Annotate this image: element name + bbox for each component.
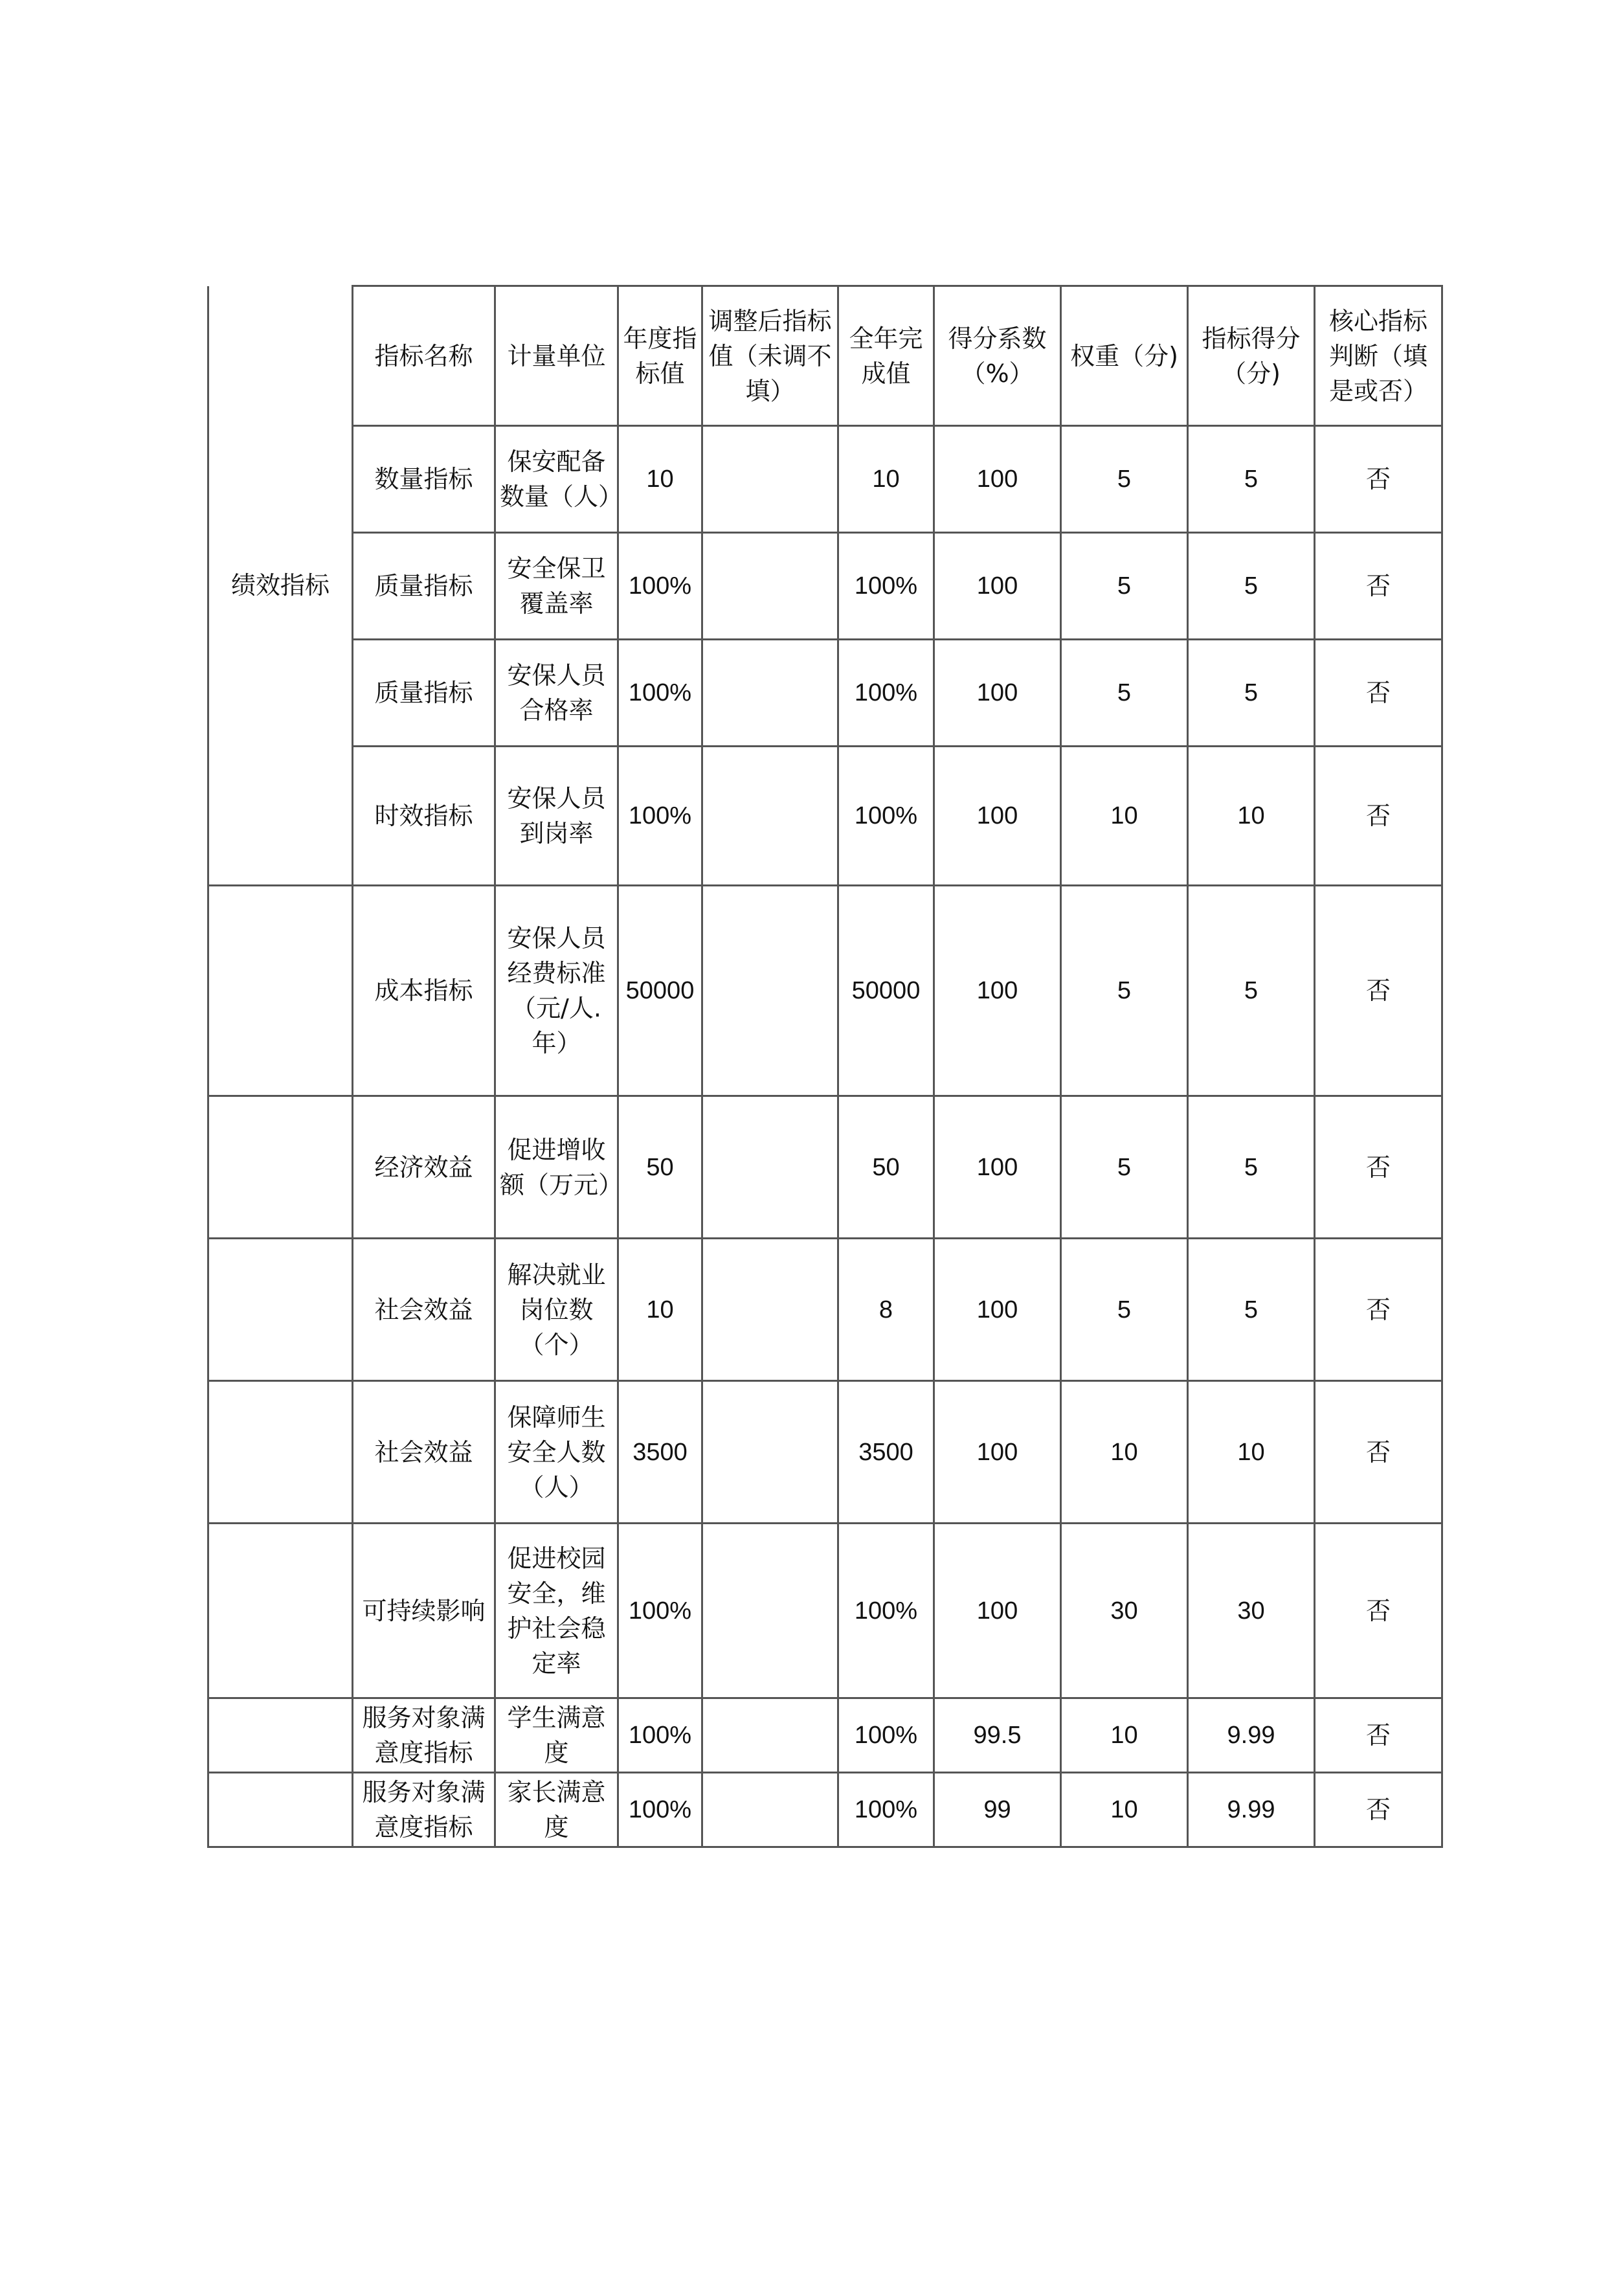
actual-cell: 10	[838, 426, 934, 533]
table-row	[208, 426, 1442, 533]
target-cell: 100%	[618, 747, 702, 886]
coef-cell: 100	[934, 1096, 1061, 1239]
coef-cell: 100	[934, 533, 1061, 640]
unit-cell: 学生满意度	[495, 1698, 618, 1773]
weight-cell: 5	[1061, 640, 1188, 747]
actual-cell: 3500	[838, 1381, 934, 1524]
unit-cell: 安保人员合格率	[495, 640, 618, 747]
adjusted-cell	[702, 533, 838, 640]
table-row	[208, 1239, 1442, 1381]
target-cell: 10	[618, 426, 702, 533]
target-cell: 3500	[618, 1381, 702, 1524]
score-cell: 5	[1188, 640, 1315, 747]
actual-cell: 100%	[838, 533, 934, 640]
target-cell: 50	[618, 1096, 702, 1239]
score-cell: 10	[1188, 1381, 1315, 1524]
table-row	[208, 533, 1442, 640]
coef-cell: 100	[934, 1381, 1061, 1524]
actual-cell: 100%	[838, 1773, 934, 1847]
coef-cell: 100	[934, 426, 1061, 533]
unit-cell: 安保人员经费标准（元/人.年）	[495, 886, 618, 1096]
core-cell: 否	[1315, 426, 1442, 533]
score-cell: 5	[1188, 1096, 1315, 1239]
core-cell: 否	[1315, 1524, 1442, 1698]
table-row	[208, 1524, 1442, 1698]
target-cell: 100%	[618, 533, 702, 640]
coef-cell: 99	[934, 1773, 1061, 1847]
table-row	[208, 1381, 1442, 1524]
adjusted-cell	[702, 1773, 838, 1847]
target-cell: 100%	[618, 1698, 702, 1773]
score-cell: 5	[1188, 533, 1315, 640]
indicator-name: 成本指标	[353, 886, 495, 1096]
table-row	[208, 886, 1442, 1096]
core-cell: 否	[1315, 533, 1442, 640]
adjusted-cell	[702, 1698, 838, 1773]
weight-cell: 10	[1061, 1381, 1188, 1524]
target-cell: 10	[618, 1239, 702, 1381]
core-cell: 否	[1315, 886, 1442, 1096]
table-row	[208, 640, 1442, 747]
category-cell	[208, 886, 353, 1096]
header-adjusted-target: 调整后指标值（未调不填）	[702, 286, 838, 426]
score-cell: 30	[1188, 1524, 1315, 1698]
unit-cell: 保障师生安全人数（人）	[495, 1381, 618, 1524]
header-weight: 权重（分)	[1061, 286, 1188, 426]
unit-cell: 安保人员到岗率	[495, 747, 618, 886]
target-cell: 100%	[618, 1524, 702, 1698]
score-cell: 10	[1188, 747, 1315, 886]
weight-cell: 5	[1061, 426, 1188, 533]
category-cell	[208, 1239, 353, 1381]
unit-cell: 安全保卫覆盖率	[495, 533, 618, 640]
core-cell: 否	[1315, 1239, 1442, 1381]
core-cell: 否	[1315, 1381, 1442, 1524]
indicator-name: 社会效益	[353, 1381, 495, 1524]
category-cell	[208, 1524, 353, 1698]
header-actual: 全年完成值	[838, 286, 934, 426]
indicator-name: 服务对象满意度指标	[353, 1698, 495, 1773]
coef-cell: 100	[934, 640, 1061, 747]
coef-cell: 100	[934, 1524, 1061, 1698]
unit-cell: 解决就业岗位数（个）	[495, 1239, 618, 1381]
core-cell: 否	[1315, 640, 1442, 747]
target-cell: 50000	[618, 886, 702, 1096]
performance-table-page	[207, 285, 1441, 1839]
unit-cell: 保安配备数量（人）	[495, 426, 618, 533]
header-annual-target: 年度指标值	[618, 286, 702, 426]
table-header-row	[208, 286, 1442, 426]
actual-cell: 100%	[838, 1698, 934, 1773]
coef-cell: 100	[934, 1239, 1061, 1381]
adjusted-cell	[702, 1096, 838, 1239]
category-cell	[208, 1096, 353, 1239]
actual-cell: 100%	[838, 640, 934, 747]
table-row	[208, 747, 1442, 886]
coef-cell: 99.5	[934, 1698, 1061, 1773]
target-cell: 100%	[618, 640, 702, 747]
weight-cell: 5	[1061, 886, 1188, 1096]
score-cell: 9.99	[1188, 1773, 1315, 1847]
indicator-name: 质量指标	[353, 533, 495, 640]
weight-cell: 30	[1061, 1524, 1188, 1698]
indicator-name: 经济效益	[353, 1096, 495, 1239]
unit-cell: 家长满意度	[495, 1773, 618, 1847]
core-cell: 否	[1315, 747, 1442, 886]
weight-cell: 5	[1061, 533, 1188, 640]
score-cell: 9.99	[1188, 1698, 1315, 1773]
table-row	[208, 1096, 1442, 1239]
header-score: 指标得分（分)	[1188, 286, 1315, 426]
adjusted-cell	[702, 747, 838, 886]
coef-cell: 100	[934, 747, 1061, 886]
category-cell	[208, 1698, 353, 1773]
adjusted-cell	[702, 886, 838, 1096]
adjusted-cell	[702, 1524, 838, 1698]
table-row	[208, 1773, 1442, 1847]
weight-cell: 5	[1061, 1096, 1188, 1239]
category-cell	[208, 1773, 353, 1847]
category-cell: 绩效指标	[208, 286, 353, 886]
adjusted-cell	[702, 640, 838, 747]
header-unit: 计量单位	[495, 286, 618, 426]
core-cell: 否	[1315, 1096, 1442, 1239]
table-row	[208, 1698, 1442, 1773]
unit-cell: 促进增收额（万元）	[495, 1096, 618, 1239]
header-indicator-name: 指标名称	[353, 286, 495, 426]
score-cell: 5	[1188, 426, 1315, 533]
adjusted-cell	[702, 426, 838, 533]
score-cell: 5	[1188, 886, 1315, 1096]
actual-cell: 50000	[838, 886, 934, 1096]
weight-cell: 10	[1061, 1773, 1188, 1847]
weight-cell: 10	[1061, 747, 1188, 886]
actual-cell: 100%	[838, 747, 934, 886]
performance-indicator-table	[207, 285, 1443, 1848]
target-cell: 100%	[618, 1773, 702, 1847]
indicator-name: 时效指标	[353, 747, 495, 886]
actual-cell: 8	[838, 1239, 934, 1381]
indicator-name: 可持续影响	[353, 1524, 495, 1698]
adjusted-cell	[702, 1381, 838, 1524]
score-cell: 5	[1188, 1239, 1315, 1381]
unit-cell: 促进校园安全，维护社会稳定率	[495, 1524, 618, 1698]
coef-cell: 100	[934, 886, 1061, 1096]
category-cell	[208, 1381, 353, 1524]
core-cell: 否	[1315, 1698, 1442, 1773]
indicator-name: 社会效益	[353, 1239, 495, 1381]
weight-cell: 5	[1061, 1239, 1188, 1381]
header-score-coef: 得分系数（%）	[934, 286, 1061, 426]
header-core: 核心指标判断（填是或否）	[1315, 286, 1442, 426]
actual-cell: 50	[838, 1096, 934, 1239]
adjusted-cell	[702, 1239, 838, 1381]
actual-cell: 100%	[838, 1524, 934, 1698]
core-cell: 否	[1315, 1773, 1442, 1847]
indicator-name: 数量指标	[353, 426, 495, 533]
weight-cell: 10	[1061, 1698, 1188, 1773]
indicator-name: 质量指标	[353, 640, 495, 747]
indicator-name: 服务对象满意度指标	[353, 1773, 495, 1847]
